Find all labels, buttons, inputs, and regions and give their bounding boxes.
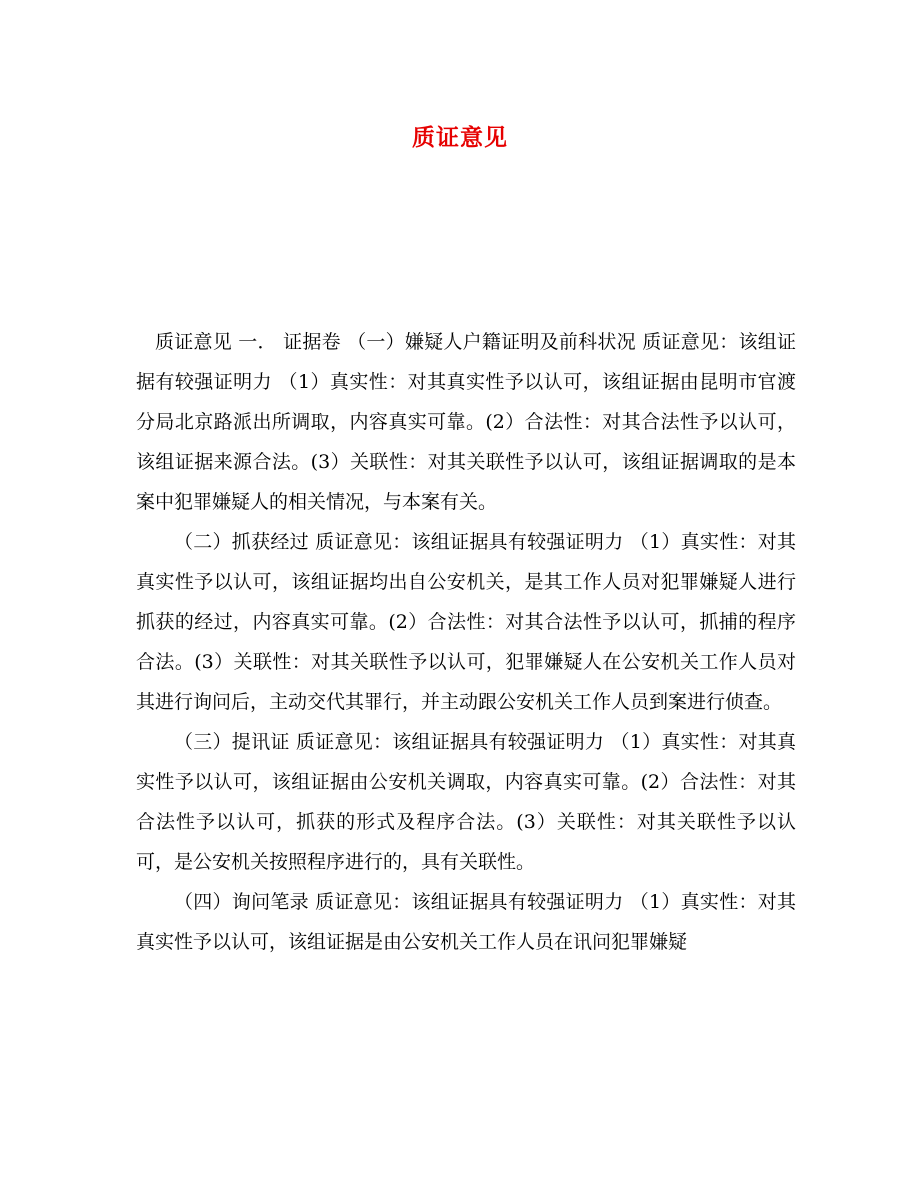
paragraph-evidence-3: （三）提讯证 质证意见：该组证据具有较强证明力 （1）真实性：对其真实性予以认可，该组证据由公安机关调取，内容真实可靠。(2）合法性：对其合法性予以认可，抓获的形式及程序合法。(3）关联性：对其关联性予以认可，是公安机关按照程序进行的，具有关联性。	[136, 731, 796, 873]
document-title: 质证意见	[412, 124, 508, 151]
paragraph-evidence-4: （四）询问笔录 质证意见：该组证据具有较强证明力 （1）真实性：对其真实性予以认可，该组证据是由公安机关工作人员在讯问犯罪嫌疑	[136, 891, 796, 953]
paragraph-evidence-1: 质证意见 一． 证据卷 （一）嫌疑人户籍证明及前科状况 质证意见：该组证据有较强证明力 （1）真实性：对其真实性予以认可，该组证据由昆明市官渡分局北京路派出所调取，内容真实可靠。(2）合法性：对其合法性予以认可，该组证据来源合法。(3）关联性：对其关联性予以认可，该组证据调取的是本案中犯罪嫌疑人的相关情况，与本案有关。	[136, 331, 796, 513]
document-body	[136, 322, 796, 962]
paragraph-evidence-2: （二）抓获经过 质证意见：该组证据具有较强证明力 （1）真实性：对其真实性予以认可，该组证据均出自公安机关，是其工作人员对犯罪嫌疑人进行抓获的经过，内容真实可靠。(2）合法性：对其合法性予以认可，抓捕的程序合法。(3）关联性：对其关联性予以认可，犯罪嫌疑人在公安机关工作人员对其进行询问后，主动交代其罪行，并主动跟公安机关工作人员到案进行侦查。	[136, 531, 796, 713]
